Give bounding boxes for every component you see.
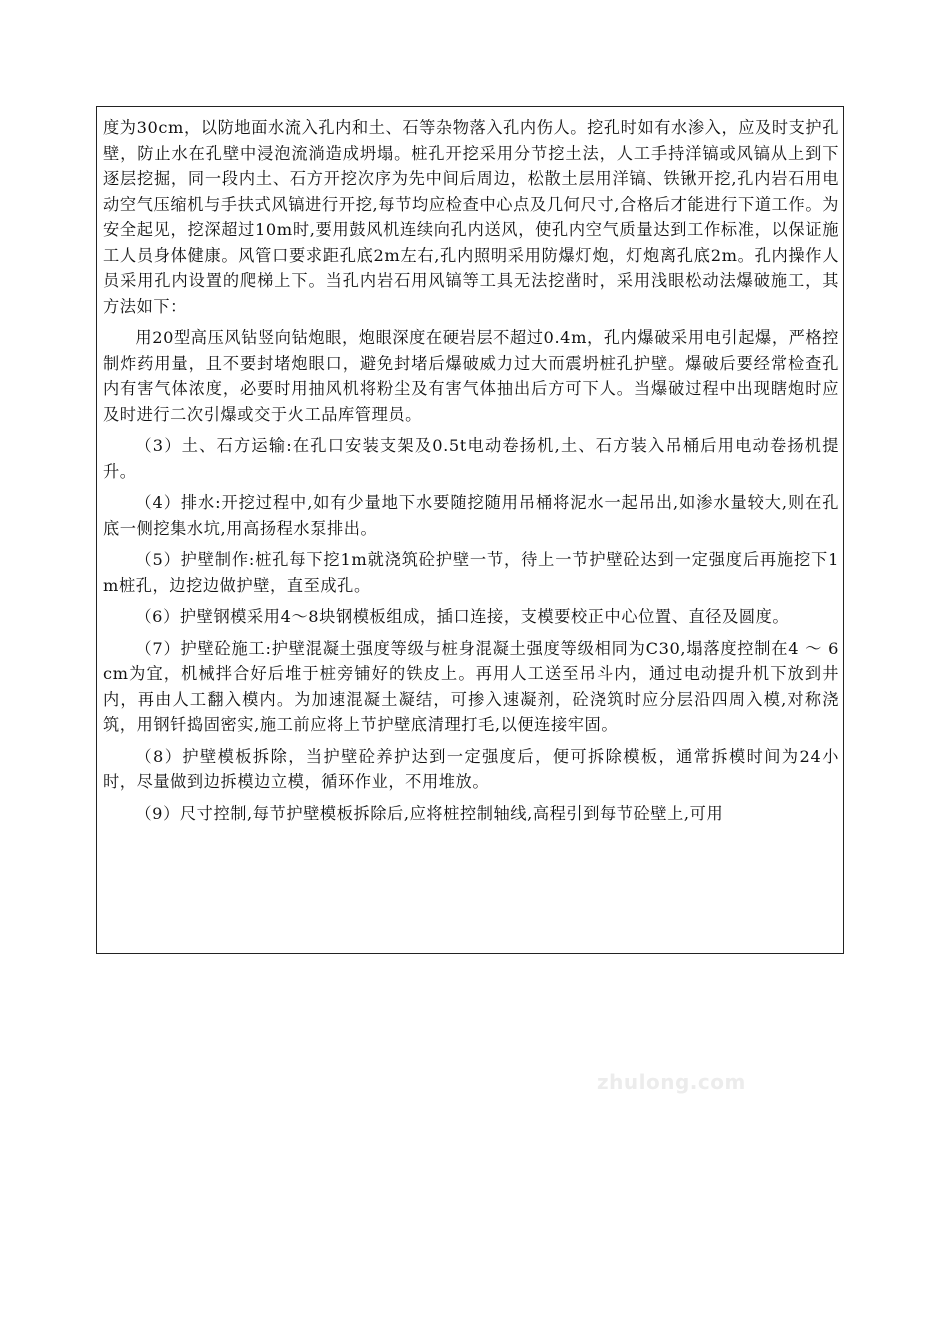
paragraph-formwork-removal: （8）护壁模板拆除，当护壁砼养护达到一定强度后，便可拆除模板，通常拆模时间为24小时，尽量做到边拆模边立模，循环作业，不用堆放。	[103, 746, 839, 791]
paragraph-steel-formwork: （6）护壁钢模采用4～8块钢模板组成，插口连接，支模要校正中心位置、直径及圆度。	[135, 607, 790, 626]
paragraph-dimension-control: （9）尺寸控制,每节护壁模板拆除后,应将桩控制轴线,高程引到每节砼壁上,可用	[135, 803, 724, 823]
watermark-text: zhulong.com	[597, 1070, 746, 1094]
document-frame	[96, 106, 844, 954]
paragraph-blasting: 用20型高压风钻竖向钻炮眼，炮眼深度在硬岩层不超过0.4m，孔内爆破采用电引起爆，严格控制炸药用量，且不要封堵炮眼口，避免封堵后爆破威力过大而震坍桩孔护壁。爆破后要经常检查孔内有害气体浓度，必要时用抽风机将粉尘及有害气体抽出后方可下人。当爆破过程中出现瞎炮时应及时进行二次引爆或交于火工品库管理员。	[103, 328, 839, 424]
paragraph-retaining-wall: （5）护壁制作:桩孔每下挖1m就浇筑砼护壁一节，待上一节护壁砼达到一定强度后再施挖下1m桩孔，边挖边做护壁，直至成孔。	[103, 550, 839, 595]
paragraph-transport: （3）土、石方运输:在孔口安装支架及0.5t电动卷扬机,土、石方装入吊桶后用电动卷扬机提升。	[103, 436, 839, 481]
paragraph-concrete-pouring: （7）护壁砼施工:护壁混凝土强度等级与桩身混凝土强度等级相同为C30,塌落度控制在4 ～ 6 cm为宜，机械拌合好后堆于桩旁铺好的铁皮上。再用人工送至吊斗内，通过电动提升机下放到井内，再由人工翻入模内。为加速混凝土凝结，可掺入速凝剂，砼浇筑时应分层沿四周入模,对称浇筑，用钢钎捣固密实,施工前应将上节护壁底清理打毛,以便连接牢固。	[103, 638, 839, 734]
paragraph-excavation-method: 度为30cm，以防地面水流入孔内和土、石等杂物落入孔内伤人。挖孔时如有水渗入，应及时支护孔壁，防止水在孔壁中浸泡流淌造成坍塌。桩孔开挖采用分节挖土法，人工手持洋镐或风镐从上到下逐层挖掘，同一段内土、石方开挖次序为先中间后周边，松散土层用洋镐、铁锹开挖,孔内岩石用电动空气压缩机与手扶式风镐进行开挖,每节均应检查中心点及几何尺寸,合格后才能进行下道工作。为安全起见，挖深超过10m时,要用鼓风机连续向孔内送风，使孔内空气质量达到工作标准，以保证施工人员身体健康。风管口要求距孔底2m左右,孔内照明采用防爆灯炮，灯炮离孔底2m。孔内操作人员采用孔内设置的爬梯上下。当孔内岩石用风镐等工具无法挖凿时，采用浅眼松动法爆破施工，其方法如下：	[103, 118, 839, 316]
document-body	[103, 115, 839, 826]
paragraph-drainage: （4）排水:开挖过程中,如有少量地下水要随挖随用吊桶将泥水一起吊出,如渗水量较大,则在孔底一侧挖集水坑,用高扬程水泵排出。	[103, 493, 839, 538]
